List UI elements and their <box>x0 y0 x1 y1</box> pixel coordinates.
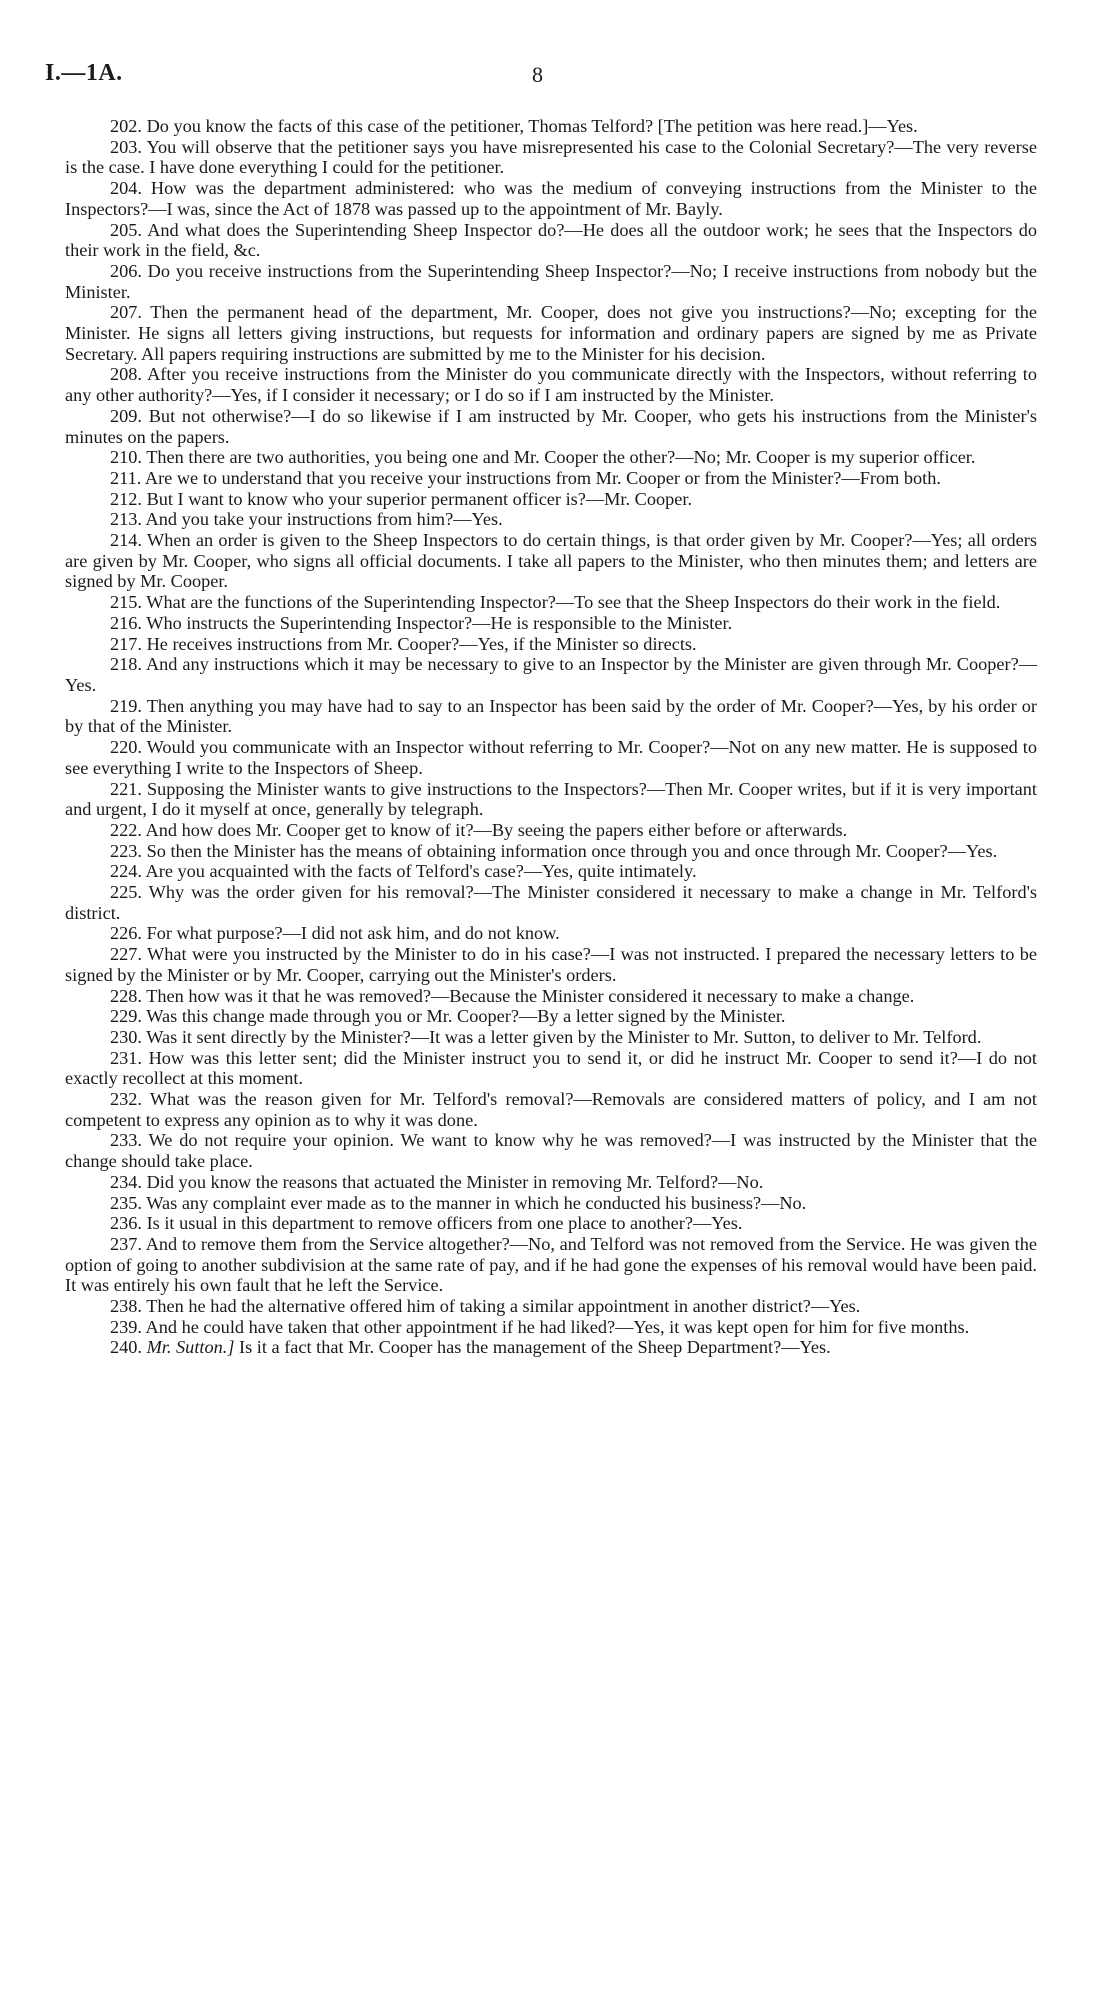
paragraph-215: 215. What are the functions of the Superintending Inspector?—To see that the Sheep Inspectors do their work in the field. <box>110 592 1001 613</box>
paragraph-212: 212. But I want to know who your superior permanent officer is?—Mr. Cooper. <box>110 488 693 509</box>
page-number: 8 <box>532 62 543 87</box>
paragraph-238: 238. Then he had the alternative offered him of taking a similar appointment in another district?—Yes. <box>110 1296 861 1317</box>
paragraph-208: 208. After you receive instructions from the Minister do you communicate directly with the Inspectors, without referring to any other authority?—Yes, if I consider it necessary; or I do so if I am instructed by the Minister. <box>65 364 1037 406</box>
paragraph-218: 218. And any instructions which it may be necessary to give to an Inspector by the Minister are given through Mr. Cooper?—Yes. <box>65 654 1037 695</box>
document-code: I.—1A. <box>45 60 123 86</box>
paragraph-234: 234. Did you know the reasons that actuated the Minister in removing Mr. Telford?—No. <box>110 1171 764 1192</box>
question-text: Is it a fact that Mr. Cooper has the management of the Sheep Department?—Yes. <box>239 1337 831 1358</box>
paragraph-239: 239. And he could have taken that other appointment if he had liked?—Yes, it was kept open for him for five months. <box>110 1316 970 1337</box>
paragraph-210: 210. Then there are two authorities, you being one and Mr. Cooper the other?—No; Mr. Cooper is my superior officer. <box>110 447 976 468</box>
paragraph-226: 226. For what purpose?—I did not ask him, and do not know. <box>110 923 560 944</box>
paragraph-230: 230. Was it sent directly by the Minister?—It was a letter given by the Minister to Mr. Sutton, to deliver to Mr. Telford. <box>110 1026 982 1047</box>
paragraph-211: 211. Are we to understand that you receive your instructions from Mr. Cooper or from the Minister?—From both. <box>110 467 941 488</box>
question-number: 240. <box>110 1337 142 1358</box>
paragraph-216: 216. Who instructs the Superintending Inspector?—He is responsible to the Minister. <box>110 612 733 633</box>
paragraph-219: 219. Then anything you may have had to say to an Inspector has been said by the order of Mr. Cooper?—Yes, by his order or by that of the Minister. <box>65 695 1037 737</box>
paragraph-233: 233. We do not require your opinion. We want to know why he was removed?—I was instructed by the Minister that the change should take place. <box>65 1130 1037 1172</box>
paragraph-205: 205. And what does the Superintending Sheep Inspector do?—He does all the outdoor work; he sees that the Inspectors do their work in the field, &c. <box>65 219 1037 261</box>
paragraph-223: 223. So then the Minister has the means of obtaining information once through you and once through Mr. Cooper?—Yes. <box>110 840 998 861</box>
paragraph-213: 213. And you take your instructions from him?—Yes. <box>110 509 503 530</box>
paragraph-206: 206. Do you receive instructions from the Superintending Sheep Inspector?—No; I receive instructions from nobody but the Minister. <box>65 260 1037 302</box>
paragraph-220: 220. Would you communicate with an Inspector without referring to Mr. Cooper?—Not on any new matter. He is supposed to see everything I write to the Inspectors of Sheep. <box>65 737 1037 778</box>
paragraph-237: 237. And to remove them from the Service altogether?—No, and Telford was not removed from the Service. He was given the option of going to another subdivision at the same rate of pay, and if he had gone the expenses of his removal would have been paid. It was entirely his own fault that he left the Service. <box>65 1233 1037 1296</box>
paragraph-228: 228. Then how was it that he was removed?—Because the Minister considered it necessary to make a change. <box>110 985 915 1006</box>
paragraph-204: 204. How was the department administered: who was the medium of conveying instructions from the Minister to the Inspectors?—I was, since the Act of 1878 was passed up to the appointment of Mr. Bayly. <box>65 178 1037 219</box>
speaker-name: Mr. Sutton.] <box>146 1337 235 1358</box>
paragraph-221: 221. Supposing the Minister wants to give instructions to the Inspectors?—Then Mr. Cooper writes, but if it is very important and urgent, I do it myself at once, generally by telegraph. <box>65 778 1037 820</box>
paragraph-225: 225. Why was the order given for his removal?—The Minister considered it necessary to make a change in Mr. Telford's district. <box>65 882 1037 923</box>
paragraph-224: 224. Are you acquainted with the facts of Telford's case?—Yes, quite intimately. <box>110 861 697 882</box>
paragraph-209: 209. But not otherwise?—I do so likewise if I am instructed by Mr. Cooper, who gets his instructions from the Minister's minutes on the papers. <box>65 405 1037 447</box>
paragraph-207: 207. Then the permanent head of the department, Mr. Cooper, does not give you instructions?—No; excepting for the Minister. He signs all letters giving instructions, but requests for information and ordinary papers are signed by me as Private Secretary. All papers requiring instructions are submitted by me to the Minister for his decision. <box>65 302 1037 364</box>
document-body <box>65 116 1037 1358</box>
paragraph-217: 217. He receives instructions from Mr. Cooper?—Yes, if the Minister so directs. <box>110 633 697 654</box>
paragraph-236: 236. Is it usual in this department to remove officers from one place to another?—Yes. <box>110 1213 743 1234</box>
paragraph-203: 203. You will observe that the petitioner says you have misrepresented his case to the Colonial Secretary?—The very reverse is the case. I have done everything I could for the petitioner. <box>65 136 1037 178</box>
paragraph-214: 214. When an order is given to the Sheep Inspectors to do certain things, is that order given by Mr. Cooper?—Yes; all orders are given by Mr. Cooper, who signs all official documents. I take all papers to the Minister, who then minutes them; and letters are signed by Mr. Cooper. <box>65 530 1037 592</box>
paragraph-232: 232. What was the reason given for Mr. Telford's removal?—Removals are considered matters of policy, and I am not competent to express any opinion as to why it was done. <box>65 1089 1037 1130</box>
paragraph-229: 229. Was this change made through you or Mr. Cooper?—By a letter signed by the Minister. <box>110 1006 786 1027</box>
paragraph-202: 202. Do you know the facts of this case of the petitioner, Thomas Telford? [The petition was here read.]—Yes. <box>110 116 918 136</box>
paragraph-235: 235. Was any complaint ever made as to the manner in which he conducted his business?—No. <box>110 1192 807 1213</box>
paragraph-231: 231. How was this letter sent; did the Minister instruct you to send it, or did he instruct Mr. Cooper to send it?—I do not exactly recollect at this moment. <box>65 1047 1037 1089</box>
paragraph-227: 227. What were you instructed by the Minister to do in his case?—I was not instructed. I prepared the necessary letters to be signed by the Minister or by Mr. Cooper, carrying out the Minister's orders. <box>65 944 1037 985</box>
paragraph-222: 222. And how does Mr. Cooper get to know of it?—By seeing the papers either before or afterwards. <box>110 819 848 840</box>
paragraph-240 <box>65 1337 1037 1358</box>
